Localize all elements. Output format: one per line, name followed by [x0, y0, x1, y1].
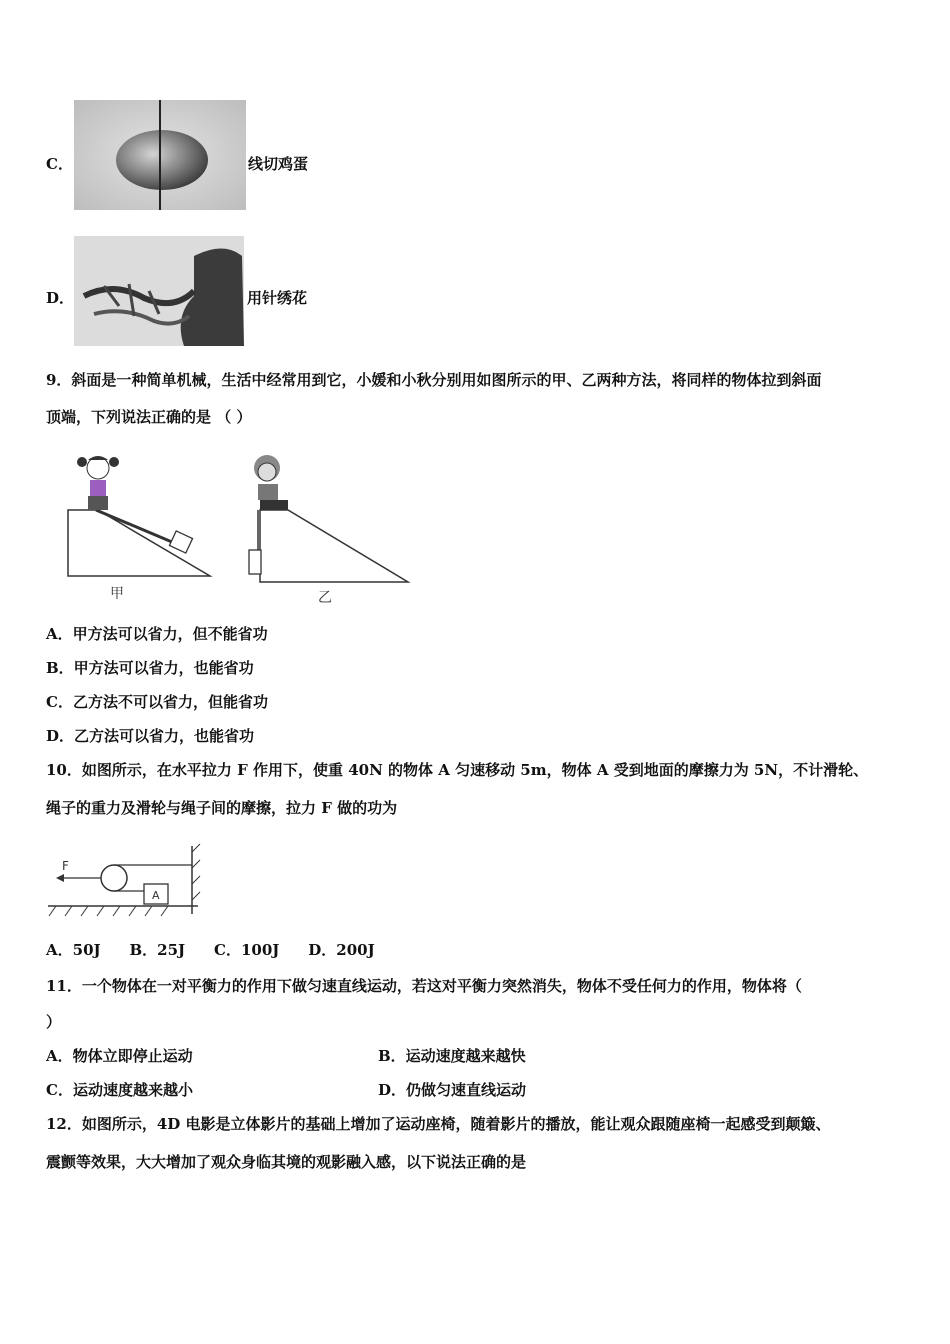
q12-stem-line2: 震颤等效果，大大增加了观众身临其境的观影融入感，以下说法正确的是 [46, 1153, 527, 1171]
q10-pulley-figure [46, 840, 216, 920]
q9-stem-line2: 顶端，下列说法正确的是 （ ） [46, 408, 252, 426]
q9-stem-line1: 9．斜面是一种简单机械，生活中经常用到它，小媛和小秋分别用如图所示的甲、乙两种方法，将同样的物体拉到斜面 [46, 371, 822, 389]
option-d-caption: 用针绣花 [247, 289, 308, 307]
option-c-caption: 线切鸡蛋 [248, 155, 309, 173]
figure-label-yi: 乙 [318, 590, 332, 606]
q12-stem-line1: 12．如图所示，4D 电影是立体影片的基础上增加了运动座椅，随着影片的播放，能让观众跟随座椅一起感受到颠簸、 [46, 1115, 831, 1133]
force-f-label: F [62, 859, 69, 873]
block-a-label: A [152, 889, 160, 902]
q9-option-d: D．乙方法可以省力，也能省功 [46, 727, 255, 745]
option-c-label: C． [46, 155, 73, 173]
q11-option-c: C．运动速度越来越小 [46, 1081, 193, 1099]
q11-stem-line2: ） [46, 1013, 62, 1031]
q10-stem-line2: 绳子的重力及滑轮与绳子间的摩擦，拉力 F 做的功为 [46, 799, 398, 817]
q10-options: A．50J B．25J C．100J D．200J [46, 941, 375, 959]
q11-option-a: A．物体立即停止运动 [46, 1047, 193, 1065]
q11-option-d: D．仍做匀速直线运动 [378, 1081, 527, 1099]
figure-label-jia: 甲 [110, 586, 124, 602]
q10-stem-line1: 10．如图所示，在水平拉力 F 作用下，使重 40N 的物体 A 匀速移动 5m，物体 A 受到地面的摩擦力为 5N，不计滑轮、 [46, 761, 869, 779]
q11-stem-line1: 11．一个物体在一对平衡力的作用下做匀速直线运动，若这对平衡力突然消失，物体不受任何力的作用，物体将（ [46, 977, 802, 995]
q9-option-b: B．甲方法可以省力，也能省功 [46, 659, 254, 677]
q9-incline-figure [60, 446, 420, 606]
embroidery-photo [74, 236, 244, 346]
q9-option-c: C．乙方法不可以省力，但能省功 [46, 693, 268, 711]
egg-cut-photo [74, 100, 246, 210]
q11-option-b: B．运动速度越来越快 [378, 1047, 526, 1065]
option-d-label: D． [46, 289, 75, 307]
q9-option-a: A．甲方法可以省力，但不能省功 [46, 625, 268, 643]
